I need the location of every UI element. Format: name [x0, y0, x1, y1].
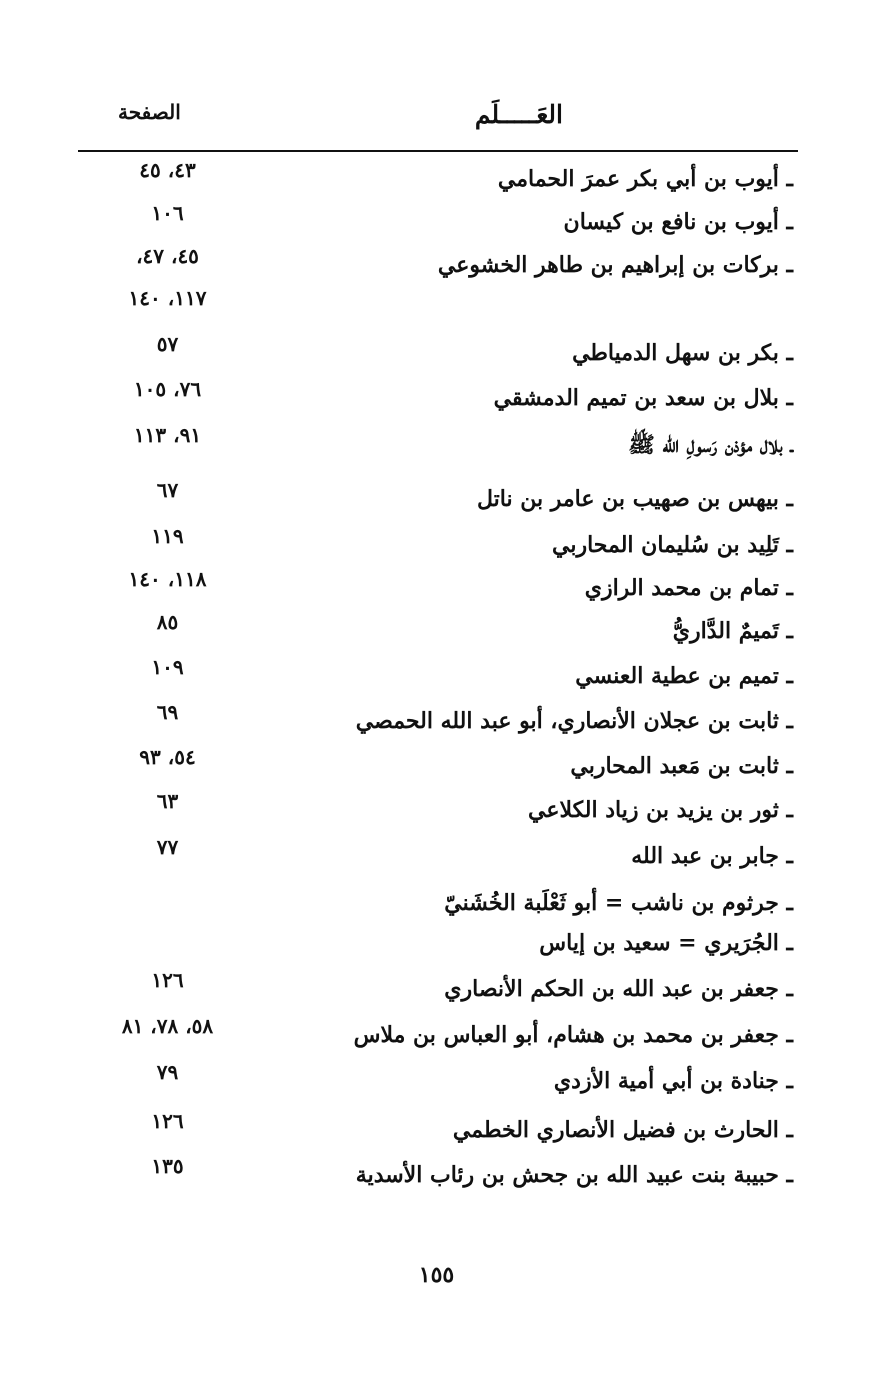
index-entry — [0, 789, 873, 837]
entry-pages: ٥٤، ٩٣ — [139, 745, 196, 769]
entry-pages: ٤٣، ٤٥ — [139, 158, 196, 182]
entry-name: ـ تَميمٌ الدَّاريُّ — [672, 618, 793, 644]
index-entry — [0, 700, 873, 748]
index-entry — [0, 332, 873, 380]
column-header-page: الصفحة — [118, 100, 181, 124]
entry-name: ـ تَلِيد بن سُليمان المحاربي — [551, 532, 793, 558]
index-entry — [0, 524, 873, 572]
index-entry — [0, 655, 873, 703]
entry-pages: ٧٦، ١٠٥ — [133, 377, 202, 401]
index-entry — [0, 745, 873, 793]
index-entry — [0, 835, 873, 883]
index-entry — [0, 1014, 873, 1062]
entry-name: ـ بلال بن سعد بن تميم الدمشقي — [493, 385, 793, 411]
header-rule — [78, 150, 798, 152]
index-entry — [0, 567, 873, 615]
entry-pages: ٩١، ١١٣ — [133, 423, 202, 447]
column-header-name: العَـــــلَم — [474, 100, 563, 129]
index-entry — [0, 610, 873, 658]
index-entry — [0, 478, 873, 526]
entry-pages: ١٠٩ — [151, 655, 184, 679]
entry-pages: ٦٩ — [156, 700, 179, 724]
entry-name: ـ جعفر بن عبد الله بن الحكم الأنصاري — [444, 976, 793, 1002]
entry-pages: ١١٨، ١٤٠ — [128, 567, 207, 591]
entry-name: ـ ثابت بن عجلان الأنصاري، أبو عبد الله الحمصي — [355, 708, 793, 734]
entry-name: ـ الجُرَيري = سعيد بن إياس — [539, 930, 793, 956]
index-entry — [0, 968, 873, 1016]
entry-name: ـ الحارث بن فضيل الأنصاري الخطمي — [452, 1117, 793, 1143]
index-entry — [0, 922, 873, 970]
entry-name: ـ تمام بن محمد الرازي — [584, 575, 793, 601]
index-entry — [0, 158, 873, 206]
entry-pages: ١١٩ — [151, 524, 184, 548]
entry-name: ـ أيوب بن نافع بن كيسان — [563, 209, 793, 235]
index-entry — [0, 244, 873, 292]
entry-name: ـ حبيبة بنت عبيد الله بن جحش بن رئاب الأسدية — [355, 1162, 793, 1188]
entry-name: ـ بكر بن سهل الدمياطي — [572, 340, 793, 366]
entry-name: ـ جرثوم بن ناشب = أبو ثَعْلَبة الخُشَنيّ — [444, 890, 793, 916]
index-entry — [0, 1109, 873, 1157]
entry-pages: ٧٧ — [156, 835, 179, 859]
index-entry — [0, 1060, 873, 1108]
entry-name: ـ ثور بن يزيد بن زياد الكلاعي — [528, 797, 793, 823]
entry-pages: ٤٥، ٤٧، — [136, 244, 199, 268]
entry-pages: ٦٣ — [156, 789, 179, 813]
entry-name: ـ بركات بن إبراهيم بن طاهر الخشوعي — [437, 252, 793, 278]
entry-name: ـ بلال مؤذن رَسولِ الله ﷺ — [628, 432, 793, 458]
page-number: ١٥٥ — [418, 1262, 455, 1288]
entry-pages-continued: ١١٧، ١٤٠ — [128, 286, 207, 310]
entry-name: ـ بيهس بن صهيب بن عامر بن ناتل — [476, 486, 793, 512]
index-entry — [0, 423, 873, 471]
entry-pages: ٦٧ — [156, 478, 179, 502]
index-entry-continuation — [0, 286, 873, 334]
entry-name: ـ أيوب بن أبي بكر عمرَ الحمامي — [497, 166, 793, 192]
entry-pages: ١٢٦ — [151, 968, 184, 992]
entry-pages: ٥٨، ٧٨، ٨١ — [121, 1014, 214, 1038]
entry-pages: ٨٥ — [156, 610, 179, 634]
entry-pages: ١٠٦ — [151, 201, 184, 225]
entry-pages: ٧٩ — [156, 1060, 179, 1084]
entry-name: ـ ثابت بن مَعبد المحاربي — [570, 753, 793, 779]
entry-pages: ٥٧ — [156, 332, 179, 356]
entry-name: ـ تميم بن عطية العنسي — [575, 663, 793, 689]
index-entry — [0, 1154, 873, 1202]
index-entry — [0, 377, 873, 425]
entry-name: ـ جعفر بن محمد بن هشام، أبو العباس بن ملاس — [353, 1022, 793, 1048]
index-entry — [0, 201, 873, 249]
entry-pages: ١٢٦ — [151, 1109, 184, 1133]
entry-pages: ١٣٥ — [151, 1154, 184, 1178]
entry-name: ـ جابر بن عبد الله — [631, 843, 793, 869]
entry-name: ـ جنادة بن أبي أمية الأزدي — [553, 1068, 793, 1094]
